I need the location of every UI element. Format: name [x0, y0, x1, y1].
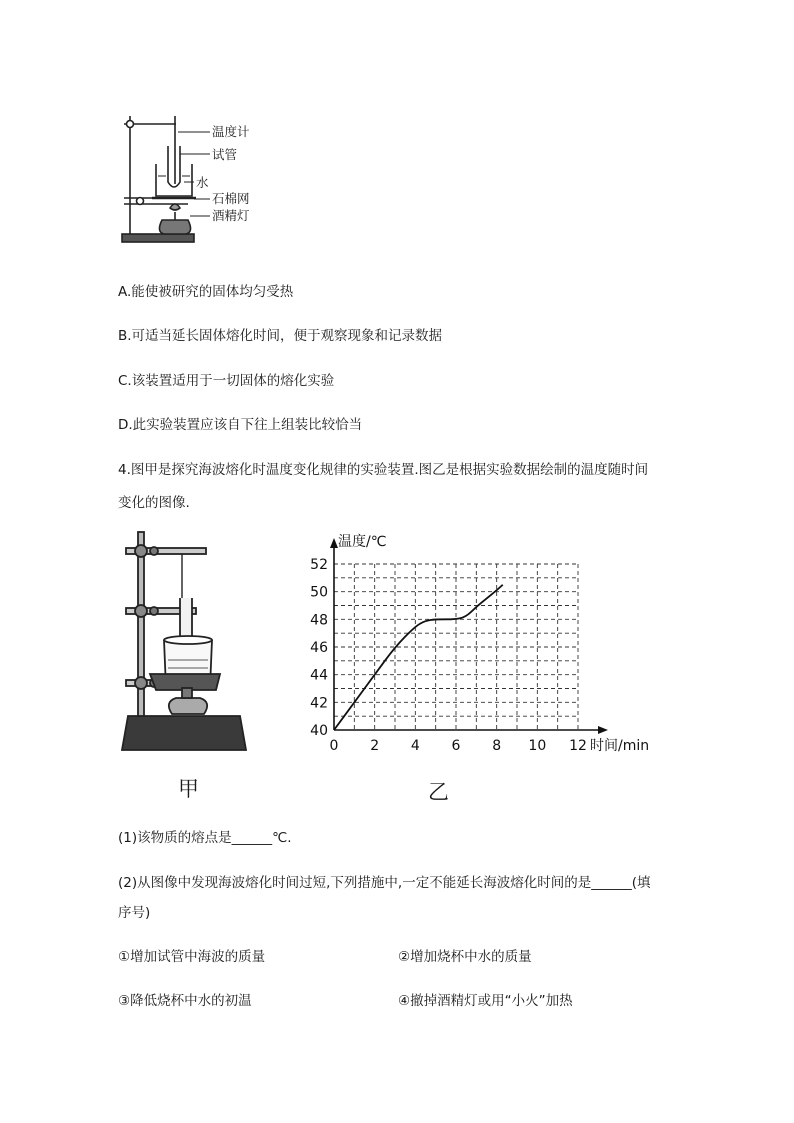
y-tick-label: 48 [310, 612, 328, 629]
x-tick-label: 12 [569, 738, 587, 753]
choice-2: ②增加烧杯中水的质量 [398, 949, 532, 965]
option-d: D.此实验装置应该自下往上组装比较恰当 [118, 417, 363, 433]
q4-sub2-line2: 序号) [118, 905, 151, 921]
y-tick-label: 50 [310, 584, 328, 601]
temperature-time-chart [300, 528, 680, 753]
label-alcohol-lamp: 酒精灯 [212, 208, 250, 223]
q4-sub1: (1)该物质的熔点是______℃. [118, 830, 292, 846]
y-axis-arrow [330, 538, 338, 548]
x-tick-label: 6 [451, 738, 461, 753]
caption-jia: 甲 [178, 777, 199, 801]
q4-stem-line1: 4.图甲是探究海波熔化时温度变化规律的实验装置.图乙是根据实验数据绘制的温度随时间 [118, 462, 649, 478]
choice-1: ①增加试管中海波的质量 [118, 949, 266, 965]
option-c: C.该装置适用于一切固体的熔化实验 [118, 373, 335, 389]
y-tick-label: 52 [310, 557, 328, 573]
label-wire-gauze: 石棉网 [212, 191, 250, 206]
choice-3: ③降低烧杯中水的初温 [118, 993, 252, 1009]
label-thermometer: 温度计 [212, 124, 250, 139]
option-b: B.可适当延长固体熔化时间，便于观察现象和记录数据 [118, 328, 443, 344]
apparatus-diagram-jia [116, 528, 252, 758]
temperature-curve [334, 585, 503, 730]
x-axis-arrow [598, 726, 608, 734]
y-tick-label: 44 [310, 667, 328, 684]
y-tick-label: 40 [310, 723, 328, 739]
x-tick-label: 8 [492, 738, 502, 753]
q4-stem-line2: 变化的图像. [118, 495, 190, 511]
caption-yi: 乙 [428, 780, 449, 804]
option-a: A.能使被研究的固体均匀受热 [118, 284, 294, 300]
x-tick-label: 0 [329, 738, 339, 753]
y-axis-label: 温度/℃ [338, 534, 387, 550]
label-water: 水 [196, 175, 209, 190]
x-axis-label: 时间/min [590, 738, 650, 753]
y-tick-label: 42 [310, 695, 328, 712]
label-test-tube: 试管 [212, 147, 238, 162]
q4-sub2-line1: (2)从图像中发现海波熔化时间过短,下列措施中,一定不能延长海波熔化时间的是______(填 [118, 875, 651, 891]
x-tick-label: 10 [528, 738, 547, 753]
x-tick-label: 4 [410, 738, 420, 753]
x-tick-label: 2 [370, 738, 380, 753]
y-tick-label: 46 [310, 640, 328, 656]
choice-4: ④撤掉酒精灯或用“小火”加热 [398, 993, 573, 1009]
